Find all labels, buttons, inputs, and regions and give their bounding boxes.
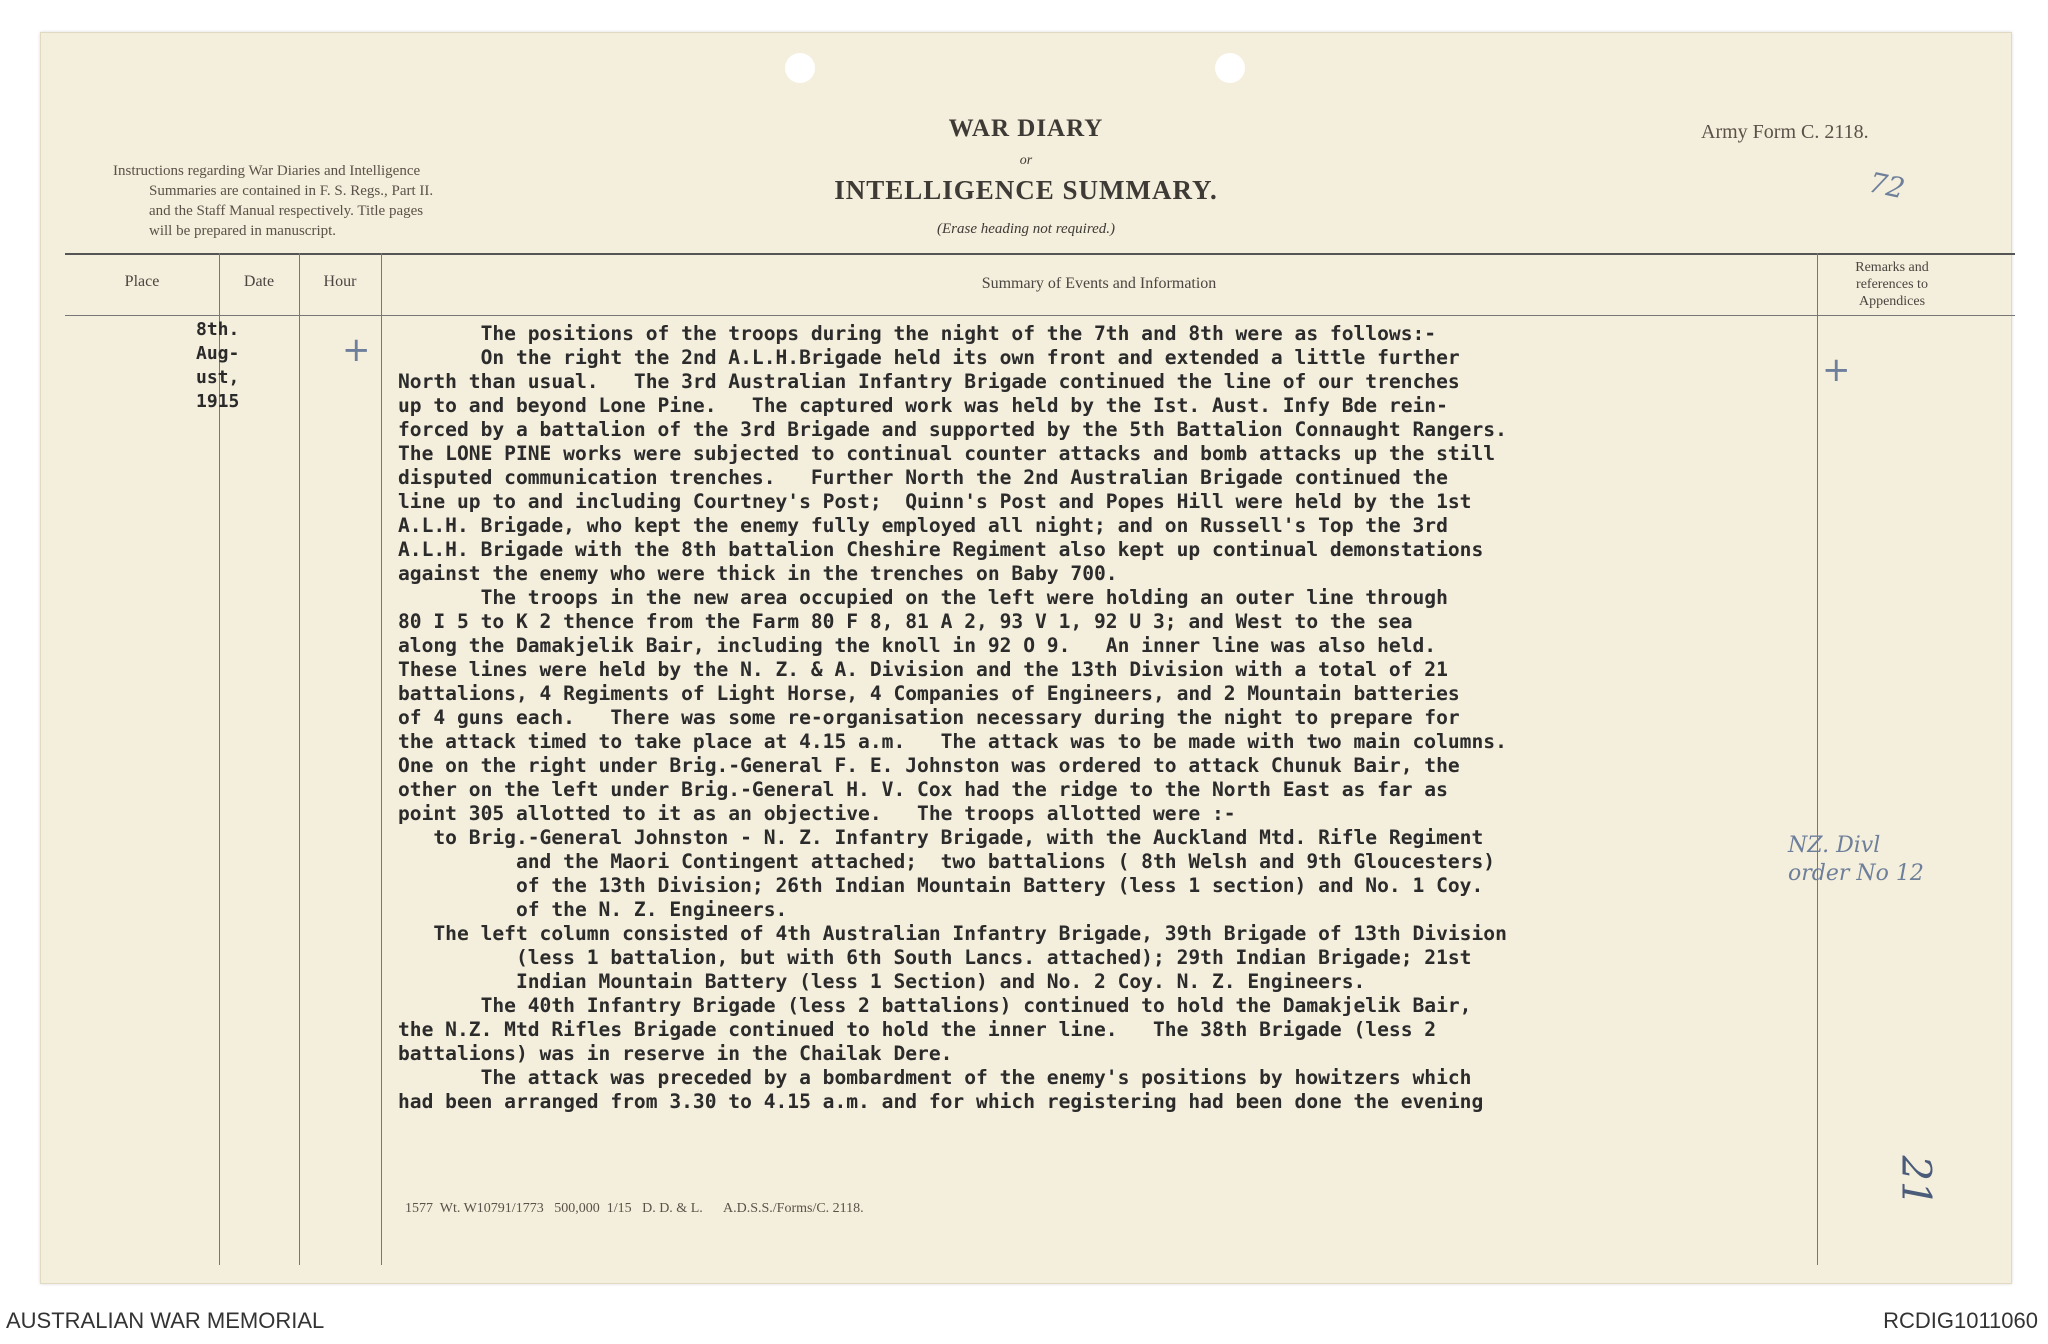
column-divider <box>299 253 300 1265</box>
column-header-remarks <box>1817 259 1967 310</box>
summary-line: These lines were held by the N. Z. & A. Division and the 13th Division with a total of 21 <box>398 658 1448 681</box>
footer-catalogue-id: RCDIG1011060 <box>1883 1308 2038 1333</box>
footer-source: AUSTRALIAN WAR MEMORIAL <box>6 1308 325 1333</box>
column-divider <box>381 253 382 1265</box>
column-header-hour: Hour <box>323 273 357 290</box>
summary-line: battalions) was in reserve in the Chailak Dere. <box>398 1042 953 1065</box>
summary-line: against the enemy who were thick in the trenches on Baby 700. <box>398 562 1118 585</box>
summary-line: North than usual. The 3rd Australian Infantry Brigade continued the line of our trenches <box>398 370 1460 393</box>
date-line: 8th. <box>196 319 240 340</box>
header-rule <box>65 253 2015 255</box>
summary-line: other on the left under Brig.-General H. V. Cox had the ridge to the North East as far as <box>398 778 1448 801</box>
erase-note: (Erase heading not required.) <box>936 221 1116 237</box>
handwritten-number: 72 <box>1865 165 1908 206</box>
column-header-place: Place <box>124 273 160 290</box>
summary-line: point 305 allotted to it as an objective. The troops allotted were :- <box>398 802 1236 825</box>
summary-line: had been arranged from 3.30 to 4.15 a.m. and for which registering had been done the evening <box>398 1090 1484 1113</box>
punch-hole <box>1215 53 1245 83</box>
summary-line: 80 I 5 to K 2 thence from the Farm 80 F 8, 81 A 2, 93 V 1, 92 U 3; and West to the sea <box>398 610 1413 633</box>
summary-line: The LONE PINE works were subjected to continual counter attacks and bomb attacks up the still <box>398 442 1496 465</box>
summary-line: the attack timed to take place at 4.15 a.m. The attack was to be made with two main columns. <box>398 730 1507 753</box>
punch-hole <box>785 53 815 83</box>
summary-line: On the right the 2nd A.L.H.Brigade held its own front and extended a little further <box>398 346 1460 369</box>
title-war-diary: WAR DIARY <box>948 115 1104 142</box>
summary-line: of the N. Z. Engineers. <box>398 898 788 921</box>
date-line: ust, <box>196 367 240 388</box>
remarks-note-line: NZ. Divl <box>1788 833 1881 858</box>
summary-line: The troops in the new area occupied on the left were holding an outer line through <box>398 586 1448 609</box>
column-header-summary: Summary of Events and Information <box>981 275 1217 292</box>
form-number: Army Form C. 2118. <box>1701 121 1869 143</box>
remarks-header-line: Appendices <box>1858 294 1926 309</box>
column-header-date: Date <box>243 273 275 290</box>
summary-line: line up to and including Courtney's Post; Quinn's Post and Popes Hill were held by the 1st <box>398 490 1472 513</box>
printer-imprint: 1577 Wt. W10791/1773 500,000 1/15 D. D. & L. A.D.S.S./Forms/C. 2118. <box>405 1201 864 1216</box>
summary-line: The 40th Infantry Brigade (less 2 battalions) continued to hold the Damakjelik Bair, <box>398 994 1472 1017</box>
instructions-line: will be prepared in manuscript. <box>149 223 337 239</box>
summary-line: battalions, 4 Regiments of Light Horse, 4 Companies of Engineers, and 2 Mountain batteries <box>398 682 1460 705</box>
summary-line: (less 1 battalion, but with 6th South Lancs. attached); 29th Indian Brigade; 21st <box>398 946 1472 969</box>
instructions-line: Instructions regarding War Diaries and Intelligence <box>113 163 421 179</box>
summary-line: and the Maori Contingent attached; two battalions ( 8th Welsh and 9th Gloucesters) <box>398 850 1496 873</box>
summary-line: Indian Mountain Battery (less 1 Section) and No. 2 Coy. N. Z. Engineers. <box>398 970 1366 993</box>
summary-line: to Brig.-General Johnston - N. Z. Infantry Brigade, with the Auckland Mtd. Rifle Regiment <box>398 826 1484 849</box>
remarks-header-line: references to <box>1856 277 1928 292</box>
summary-line: The left column consisted of 4th Australian Infantry Brigade, 39th Brigade of 13th Division <box>398 922 1507 945</box>
summary-line: A.L.H. Brigade, who kept the enemy fully employed all night; and on Russell's Top the 3rd <box>398 514 1448 537</box>
summary-line: The attack was preceded by a bombardment of the enemy's positions by howitzers which <box>398 1066 1472 1089</box>
summary-line: the N.Z. Mtd Rifles Brigade continued to hold the inner line. The 38th Brigade (less 2 <box>398 1018 1437 1041</box>
column-header-rule <box>65 315 2015 316</box>
summary-line: disputed communication trenches. Further North the 2nd Australian Brigade continued the <box>398 466 1448 489</box>
hour-cross-mark: + <box>342 330 371 370</box>
remarks-header-line: Remarks and <box>1855 260 1929 275</box>
summary-line: of 4 guns each. There was some re-organisation necessary during the night to prepare for <box>398 706 1460 729</box>
summary-line: up to and beyond Lone Pine. The captured work was held by the Ist. Aust. Infy Bde rein- <box>398 394 1448 417</box>
date-line: Aug- <box>196 343 240 364</box>
summary-line: The positions of the troops during the night of the 7th and 8th were as follows:- <box>398 322 1437 345</box>
instructions-line: Summaries are contained in F. S. Regs., Part II. <box>149 183 434 199</box>
remarks-handwritten-note <box>1788 832 1924 888</box>
summary-line: forced by a battalion of the 3rd Brigade and supported by the 5th Battalion Connaught Rangers. <box>398 418 1507 441</box>
remarks-cross-mark: + <box>1822 350 1851 390</box>
summary-text <box>398 322 1838 1114</box>
summary-line: of the 13th Division; 26th Indian Mountain Battery (less 1 section) and No. 1 Coy. <box>398 874 1484 897</box>
entry-date <box>196 318 266 414</box>
page-number: 21 <box>1892 1155 1939 1207</box>
instructions-line: and the Staff Manual respectively. Title pages <box>149 203 424 219</box>
summary-line: A.L.H. Brigade with the 8th battalion Cheshire Regiment also kept up continual demonstations <box>398 538 1484 561</box>
title-or: or <box>1019 153 1033 168</box>
summary-line: One on the right under Brig.-General F. E. Johnston was ordered to attack Chunuk Bair, the <box>398 754 1460 777</box>
summary-line: along the Damakjelik Bair, including the knoll in 92 O 9. An inner line was also held. <box>398 634 1437 657</box>
title-intelligence-summary: INTELLIGENCE SUMMARY. <box>834 175 1218 205</box>
date-line: 1915 <box>196 391 240 412</box>
remarks-note-line: order No 12 <box>1788 861 1924 886</box>
